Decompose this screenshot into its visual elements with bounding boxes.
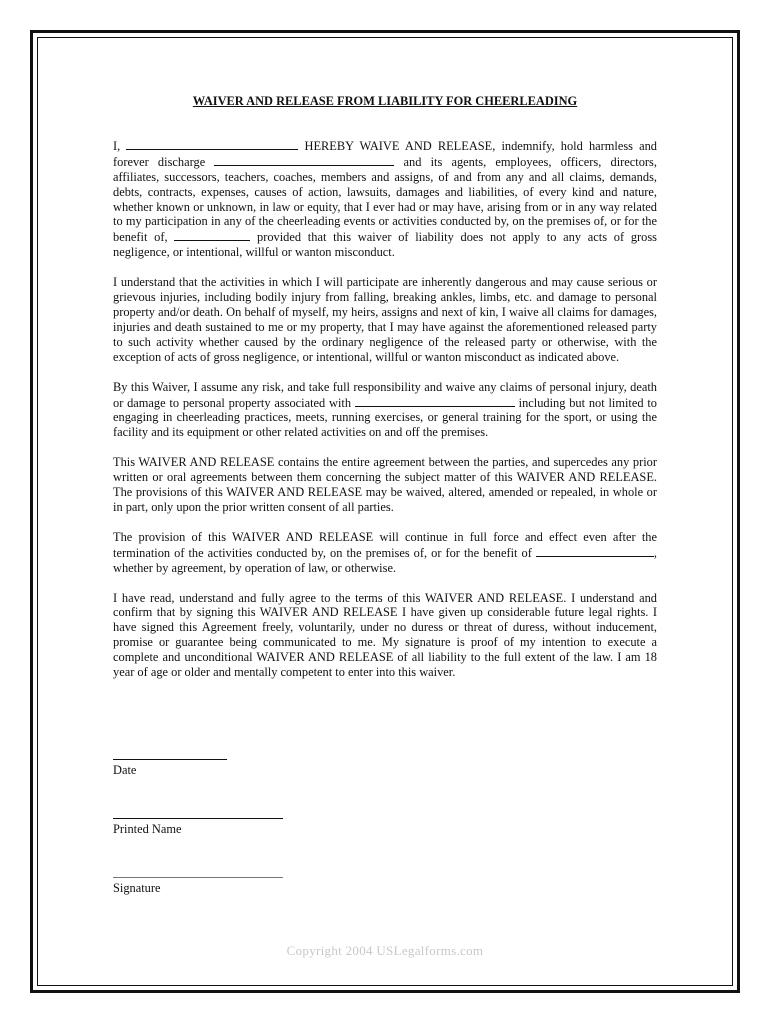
paragraph-risk-acknowledgement: I understand that the activities in which I will participate are inherently dangerous and may cause serious or grievous injuries, including bodily injury from falling, breaking ankles, limbs, etc. and damage to personal property and/or death. On behalf of myself, my heirs, assigns and next of kin, I waive all claims for damages, injuries and death sustained to me or my property, that I may have against the aforementioned released party to such activity whether caused by the ordinary negligence of the released party or otherwise, with the exception of acts of gross negligence, or intentional, willful or wanton misconduct as indicated above. <box>113 275 657 364</box>
date-line[interactable] <box>113 759 227 760</box>
printed-name-line[interactable] <box>113 818 283 819</box>
released-party-blank[interactable] <box>214 154 394 166</box>
paragraph-release <box>113 138 657 260</box>
signature-label: Signature <box>113 881 161 895</box>
paragraph-assumption-of-risk <box>113 380 657 441</box>
paragraph-assumption-part-2: including but not limited to engaging in cheerleading practices, meets, running exercises, or general training for the sport, or using the facility and its equipment or other related activities on and off the premises. <box>113 395 657 440</box>
date-label: Date <box>113 763 137 777</box>
paragraph-continuation <box>113 530 657 576</box>
paragraph-entire-agreement: This WAIVER AND RELEASE contains the entire agreement between the parties, and supercedes any prior written or oral agreements between them concerning the subject matter of this WAIVER AND RELEASE. The provisions of this WAIVER AND RELEASE may be waived, altered, amended or repealed, in whole or in part, only upon the prior written consent of all parties. <box>113 455 657 514</box>
paragraph-release-part-3: and its agents, employees, officers, directors, affiliates, successors, teachers, coaches, members and assigns, of and from any and all claims, demands, debts, contracts, expenses, causes of action, lawsuits, damages and liabilities, of every kind and nature, whether known or unknown, in law or equity, that I ever had or may have, arising from or in any way related to my participation in any of the cheerleading events or activities conducted by, on the premises of, or for the benefit of, <box>113 154 657 245</box>
paragraph-continuation-part-2: , whether by agreement, by operation of law, or otherwise. <box>113 545 657 575</box>
paragraph-continuation-part-1: The provision of this WAIVER AND RELEASE will continue in full force and effect even after the termination of the activities conducted by, on the premises of, or for the benefit of <box>113 529 657 560</box>
paragraph-release-part-1: I, <box>113 138 121 153</box>
copyright-footer: Copyright 2004 USLegalforms.com <box>286 943 484 958</box>
paragraph-release-part-4: provided that this waiver of liability does not apply to any acts of gross negligence, or intentional, willful or wanton misconduct. <box>113 230 657 260</box>
activity-blank[interactable] <box>355 395 515 407</box>
printed-name-field <box>113 818 283 837</box>
paragraph-agreement: I have read, understand and fully agree to the terms of this WAIVER AND RELEASE. I understand and confirm that by signing this WAIVER AND RELEASE I have given up considerable future legal rights. I have signed this Agreement freely, voluntarily, under no duress or threat of duress, without inducement, promise or guarantee being communicated to me. My signature is proof of my intention to execute a complete and unconditional WAIVER AND RELEASE of all liability to the full extent of the law. I am 18 year of age or older and mentally competent to enter into this waiver. <box>113 590 657 680</box>
signature-line[interactable] <box>113 877 283 878</box>
continuation-benefit-blank[interactable] <box>536 545 654 557</box>
benefit-party-blank[interactable] <box>174 229 250 241</box>
document-title: WAIVER AND RELEASE FROM LIABILITY FOR CHEERLEADING <box>192 94 578 108</box>
date-field <box>113 759 227 778</box>
signature-field <box>113 877 283 896</box>
paragraph-assumption-part-1: By this Waiver, I assume any risk, and take full responsibility and waive any claims of personal injury, death or damage to personal property associated with <box>113 379 657 410</box>
paragraph-release-part-2: HEREBY WAIVE AND RELEASE, indemnify, hold harmless and forever discharge <box>113 138 658 169</box>
releasor-name-blank[interactable] <box>126 138 298 150</box>
document-body <box>113 94 657 680</box>
printed-name-label: Printed Name <box>113 822 182 836</box>
